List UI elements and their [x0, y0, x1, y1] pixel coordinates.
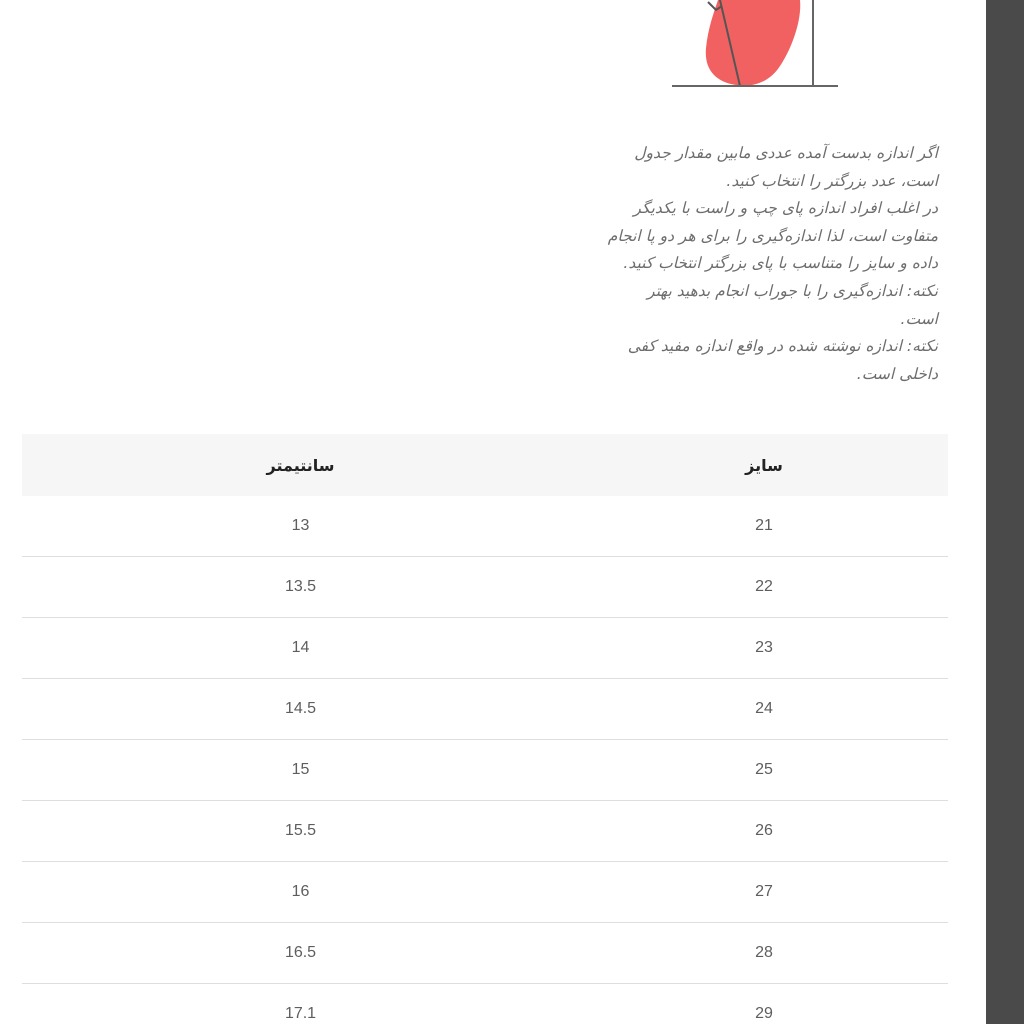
- centimeter-cell: 17.1: [284, 1005, 317, 1022]
- size-cell: 29: [755, 1005, 773, 1022]
- centimeter-cell: 14.5: [284, 700, 317, 717]
- centimeter-cell: 13.5: [284, 578, 317, 595]
- instruction-line: داخلی است.: [856, 364, 938, 383]
- centimeter-cell: 14: [291, 639, 310, 656]
- instruction-line: متفاوت است، لذا اندازه‌گیری را برای هر دو پا انجام: [607, 226, 938, 245]
- table-row: [22, 679, 949, 740]
- centimeter-cell: 15.5: [284, 822, 317, 839]
- table-row: [22, 984, 949, 1024]
- header-centimeter: سانتیمتر: [266, 455, 335, 475]
- table-row: [22, 923, 949, 984]
- size-cell: 22: [755, 578, 773, 595]
- centimeter-cell: 13: [291, 517, 310, 534]
- size-cell: 25: [755, 761, 773, 778]
- table-row: [22, 801, 949, 862]
- instruction-line: اگر اندازه بدست آمده عددی مابین مقدار جدول: [634, 144, 938, 162]
- table-row: [22, 557, 949, 618]
- foot-measurement-icon: [660, 0, 850, 95]
- size-cell: 23: [755, 639, 773, 656]
- size-cell: 26: [755, 822, 773, 839]
- header-size: سایز: [745, 455, 783, 475]
- centimeter-cell: 16.5: [284, 944, 317, 961]
- instruction-line: است، عدد بزرگتر را انتخاب کنید.: [726, 171, 938, 190]
- instruction-line: نکته: اندازه نوشته شده در واقع اندازه مفید کفی: [627, 337, 938, 356]
- size-cell: 21: [755, 517, 773, 534]
- size-table: [22, 434, 949, 1024]
- instruction-line: در اغلب افراد اندازه پای چپ و راست با یکدیگر: [633, 199, 938, 218]
- instruction-line: داده و سایز را متناسب با پای بزرگتر انتخاب کنید.: [623, 254, 938, 273]
- size-cell: 28: [755, 944, 773, 961]
- foot-shape: [706, 0, 800, 86]
- size-cell: 27: [755, 883, 773, 900]
- centimeter-cell: 16: [291, 883, 310, 900]
- size-cell: 24: [755, 700, 773, 717]
- table-header-row: [22, 434, 949, 496]
- instruction-line: نکته: اندازه‌گیری را با جوراب انجام بدهید بهتر: [647, 281, 938, 300]
- content-gutter: [948, 0, 986, 1024]
- centimeter-cell: 15: [291, 761, 310, 778]
- table-row: [22, 740, 949, 801]
- table-row: [22, 618, 949, 679]
- instruction-line: است.: [900, 309, 938, 328]
- table-row: [22, 862, 949, 923]
- table-row: [22, 496, 949, 557]
- measurement-instructions: [545, 140, 938, 388]
- scrollbar[interactable]: [986, 0, 1024, 1024]
